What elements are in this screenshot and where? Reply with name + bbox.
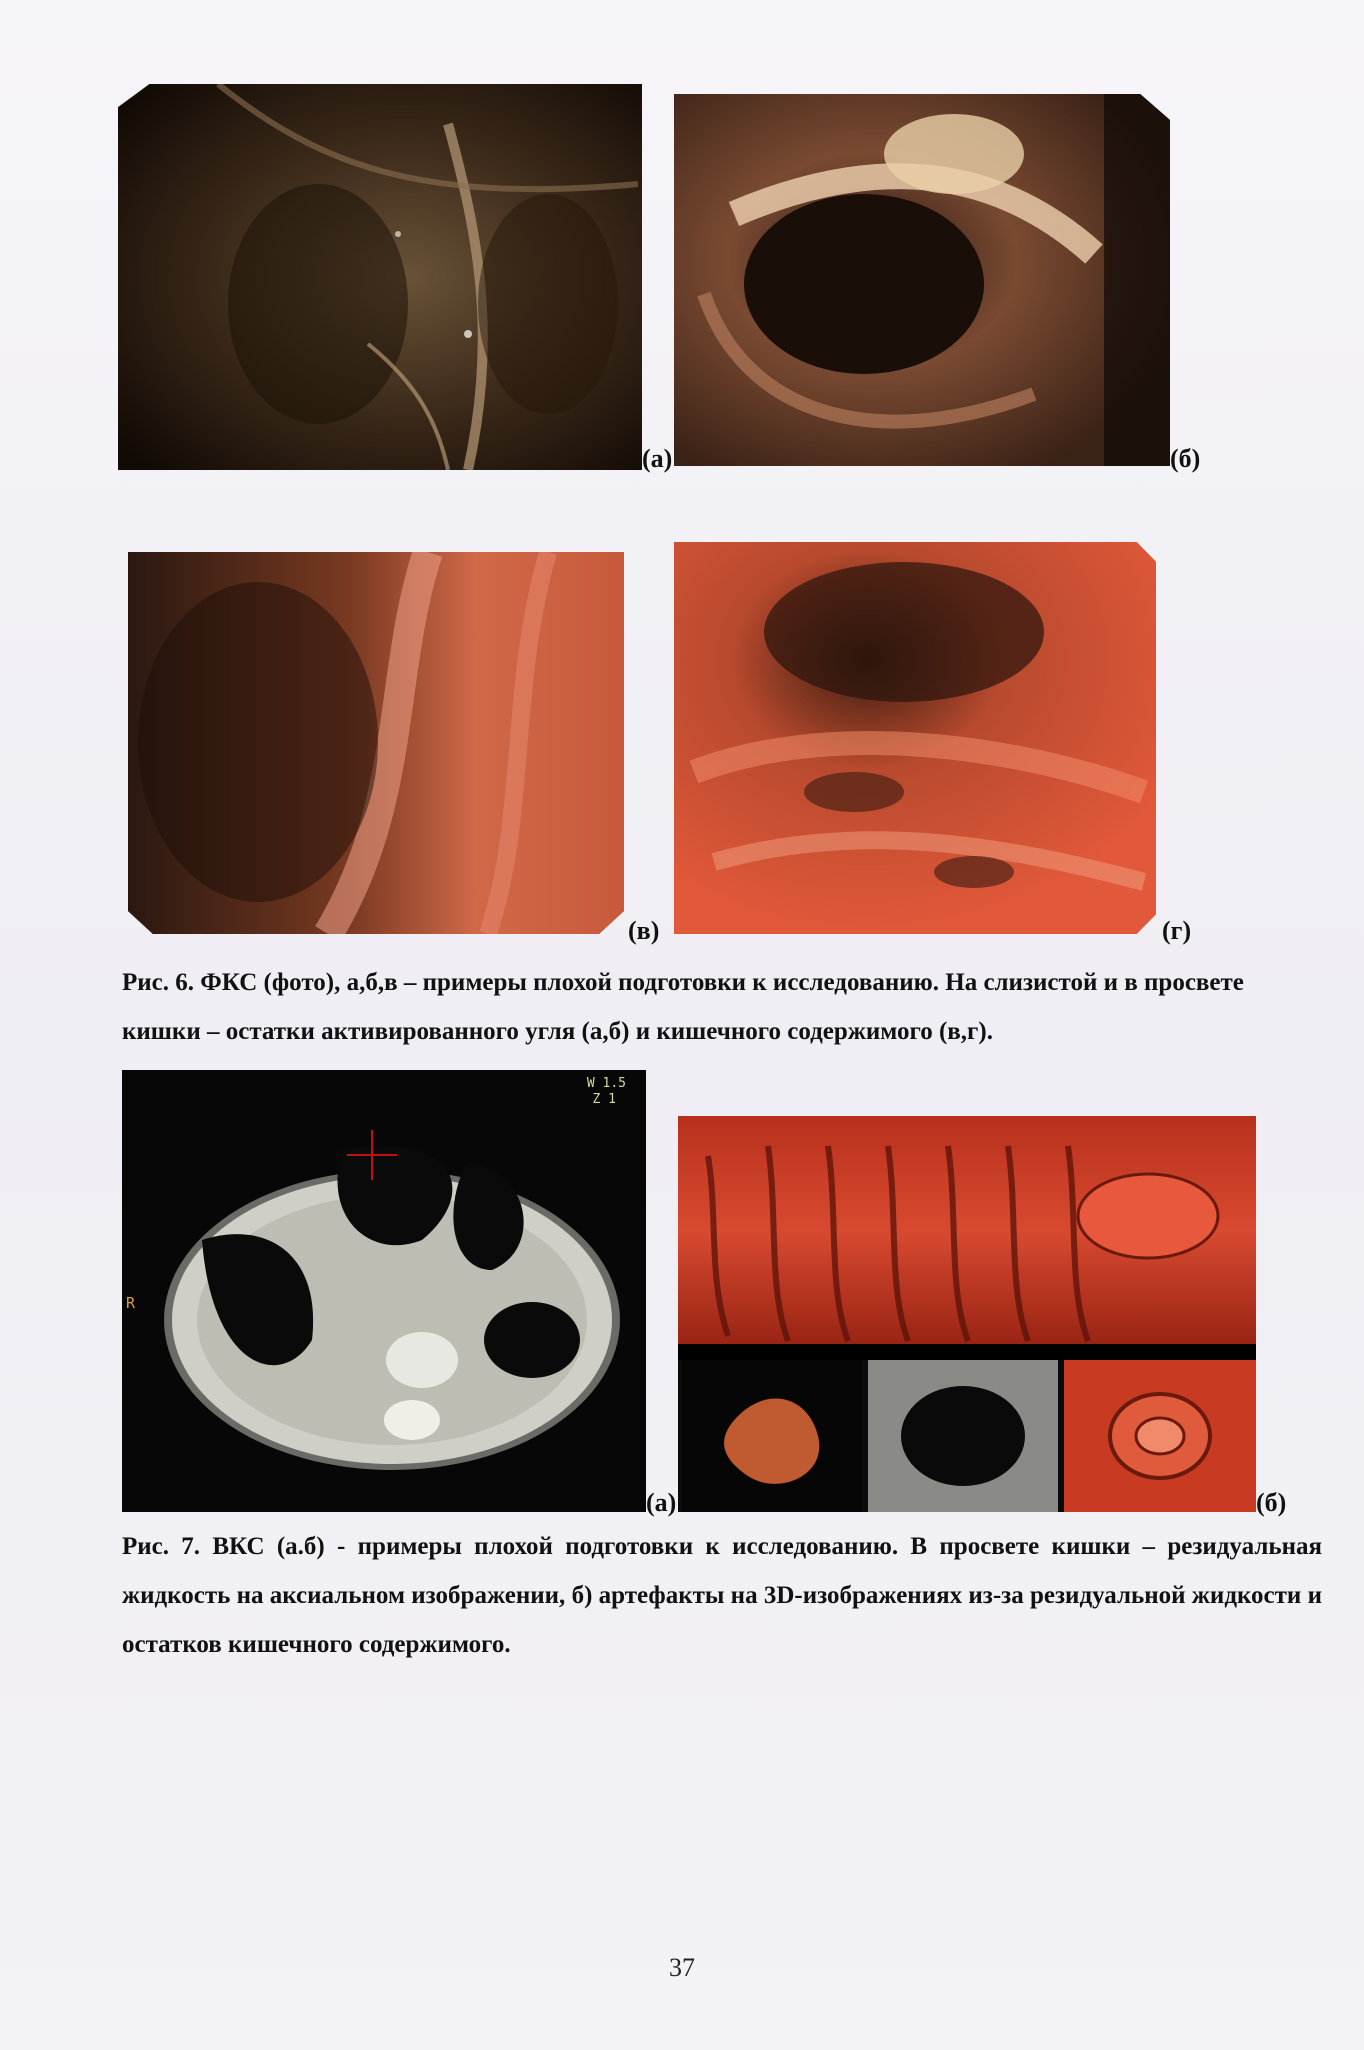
figure7-label-a: (а) xyxy=(646,1488,677,1517)
figure6-photo-v xyxy=(128,552,624,934)
figure6-label-v: (в) xyxy=(628,916,660,945)
figure7-3d-render-b xyxy=(678,1116,1256,1512)
figure6-label-a: (а) xyxy=(642,444,673,473)
figure6-photo-g xyxy=(674,542,1156,934)
figure6-label-b: (б) xyxy=(1170,444,1201,473)
figure6-photo-b xyxy=(674,94,1170,466)
figure7-caption: Рис. 7. ВКС (а.б) - примеры плохой подготовки к исследованию. В просвете кишки – резидуальная жидкость на аксиальном изображении, б) артефакты на 3D-изображениях из-за резидуальной жидкости и остатков кишечного содержимого. xyxy=(122,1533,1322,1658)
ct-overlay-zoom: Z 1 xyxy=(592,1092,616,1107)
figure6-caption: Рис. 6. ФКС (фото), а,б,в – примеры плохой подготовки к исследованию. На слизистой и в просвете кишки – остатки активированного угля (а,б) и кишечного содержимого (в,г). xyxy=(122,969,1244,1045)
ct-overlay-side: R xyxy=(126,1294,136,1312)
ct-overlay-window: W 1.5 xyxy=(586,1076,626,1091)
figure7-label-b: (б) xyxy=(1256,1488,1287,1517)
figure6-photo-a xyxy=(118,84,642,470)
figure6-label-g: (г) xyxy=(1162,916,1192,945)
page-number: 37 xyxy=(669,1953,695,1982)
figure7-ct-axial-a xyxy=(122,1070,646,1512)
